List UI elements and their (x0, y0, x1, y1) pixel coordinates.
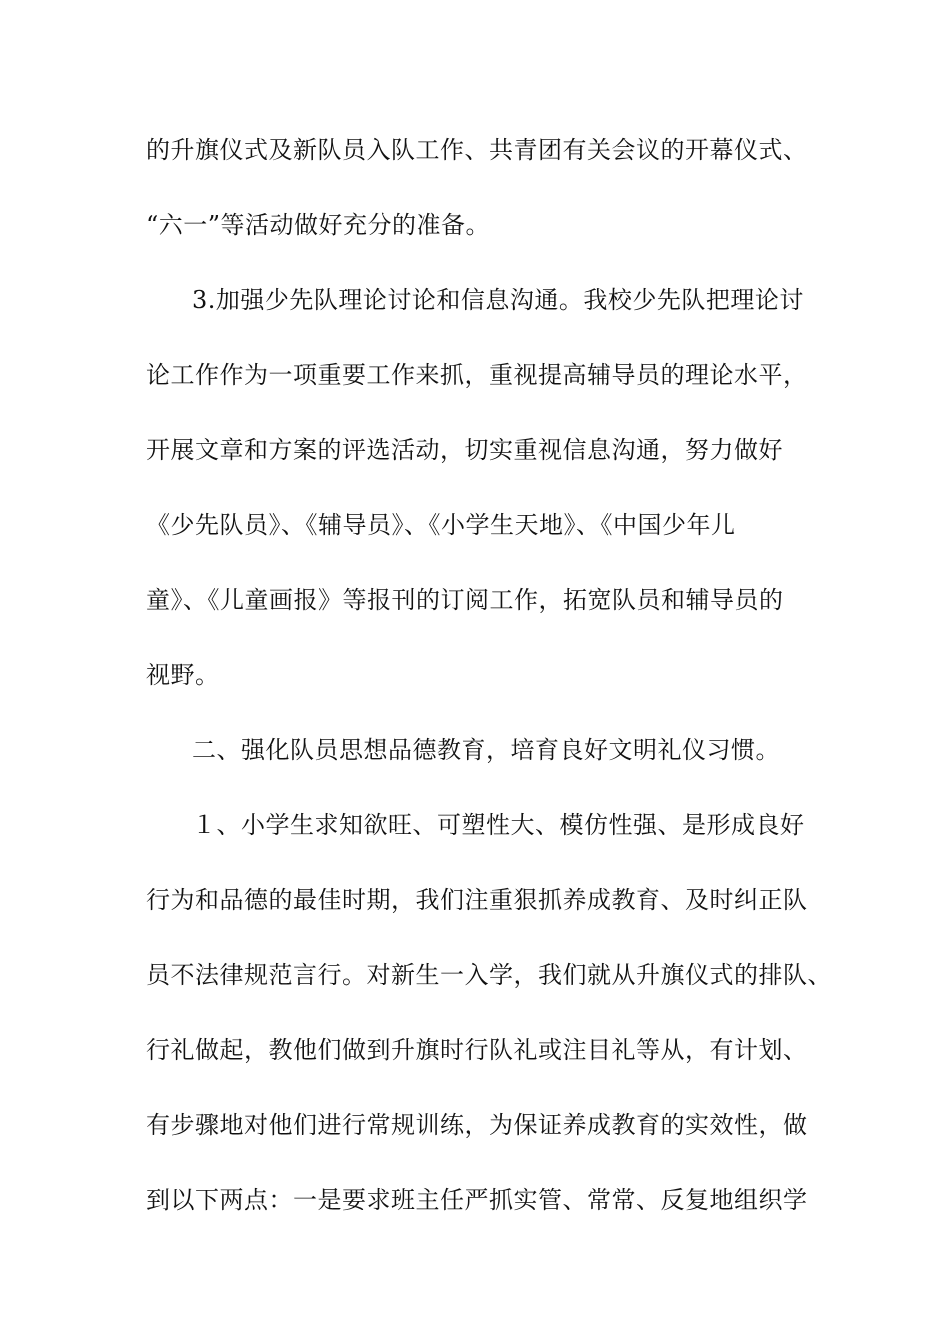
text-line-2: “六一”等活动做好充分的准备。 (146, 211, 491, 239)
text-line-14: 有步骤地对他们进行常规训练，为保证养成教育的实效性，做 (146, 1111, 808, 1139)
text-line-4: 论工作作为一项重要工作来抓，重视提高辅导员的理论水平， (146, 361, 808, 389)
text-line-10: １、小学生求知欲旺、可塑性大、模仿性强、是形成良好 (192, 811, 805, 839)
text-line-11: 行为和品德的最佳时期，我们注重狠抓养成教育、及时纠正队 (146, 886, 808, 914)
text-line-8: 视野。 (146, 661, 220, 689)
text-line-12: 员不法律规范言行。对新生一入学，我们就从升旗仪式的排队、 (146, 961, 832, 989)
text-line-13: 行礼做起，教他们做到升旗时行队礼或注目礼等从，有计划、 (146, 1036, 808, 1064)
text-line-3: 3.加强少先队理论讨论和信息沟通。我校少先队把理论讨 (192, 286, 804, 314)
text-line-7: 童》、《儿童画报》等报刊的订阅工作，拓宽队员和辅导员的 (146, 586, 784, 614)
text-line-6: 《少先队员》、《辅导员》、《小学生天地》、《中国少年儿 (146, 511, 736, 539)
text-line-5: 开展文章和方案的评选活动，切实重视信息沟通，努力做好 (146, 436, 783, 464)
text-line-1: 的升旗仪式及新队员入队工作、共青团有关会议的开幕仪式、 (146, 136, 808, 164)
section-heading: 二、强化队员思想品德教育，培育良好文明礼仪习惯。 (192, 736, 780, 764)
text-line-15: 到以下两点：一是要求班主任严抓实管、常常、反复地组织学 (146, 1186, 808, 1214)
